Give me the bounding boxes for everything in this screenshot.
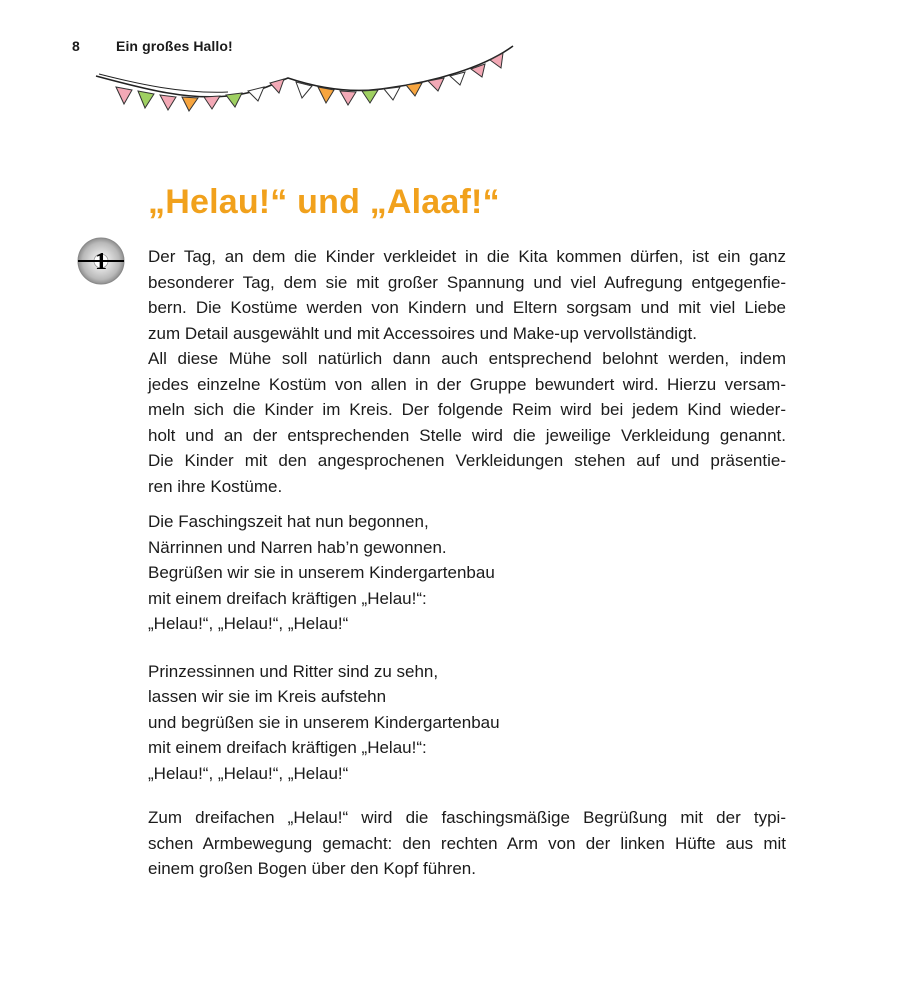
intro-line: bern. Die Kostüme werden von Kindern und Eltern sorgsam und mit viel Liebe xyxy=(148,298,786,317)
verse-two xyxy=(148,659,786,787)
verse-line: Närrinnen und Narren hab’n gewonnen. xyxy=(148,537,447,557)
intro-line: meln sich die Kinder im Kreis. Der folgende Reim wird bei jedem Kind wieder- xyxy=(148,400,786,419)
intro-line: zum Detail ausgewählt und mit Accessoires und Make-up vervollständigt. xyxy=(148,323,697,343)
verse-line: Die Faschingszeit hat nun begonnen, xyxy=(148,512,429,531)
article-body xyxy=(148,244,786,882)
page-title: „Helau!“ und „Alaaf!“ xyxy=(148,183,500,221)
closing-line: schen Armbewegung gemacht: den rechten Arm von der linken Hüfte aus mit xyxy=(148,833,786,853)
intro-line: besonderer Tag, dem sie mit großer Spannung und viel Aufregung entgegenfie- xyxy=(148,272,786,292)
verse-line: mit einem dreifach kräftigen „Helau!“: xyxy=(148,738,427,757)
verse-line: mit einem dreifach kräftigen „Helau!“: xyxy=(148,588,427,608)
page-number: 8 xyxy=(72,38,80,54)
section-title: Ein großes Hallo! xyxy=(116,38,233,54)
closing-line: Zum dreifachen „Helau!“ wird die faschingsmäßige Begrüßung mit der typi- xyxy=(148,808,786,827)
verse-one xyxy=(148,509,786,637)
bunting-garland-icon xyxy=(88,38,528,118)
intro-line: All diese Mühe soll natürlich dann auch entsprechend belohnt werden, indem xyxy=(148,349,786,368)
intro-line: holt und an der entsprechenden Stelle wird die jeweilige Verkleidung genannt. xyxy=(148,425,786,445)
verse-line: lassen wir sie im Kreis aufstehn xyxy=(148,687,387,706)
verse-line: Begrüßen wir sie in unserem Kindergartenbau xyxy=(148,563,495,582)
cd-icon xyxy=(76,236,126,286)
intro-line: ren ihre Kostüme. xyxy=(148,476,283,496)
closing-line: einem großen Bogen über den Kopf führen. xyxy=(148,859,476,878)
intro-line: jedes einzelne Kostüm von allen in der Gruppe bewundert wird. Hierzu versam- xyxy=(148,374,786,394)
track-number: 1 xyxy=(95,249,107,275)
intro-line: Die Kinder mit den angesprochenen Verkleidungen stehen auf und präsentie- xyxy=(148,451,786,470)
verse-line: „Helau!“, „Helau!“, „Helau!“ xyxy=(148,614,349,633)
verse-line: Prinzessinnen und Ritter sind zu sehn, xyxy=(148,661,439,681)
verse-line: „Helau!“, „Helau!“, „Helau!“ xyxy=(148,763,349,783)
closing-paragraph xyxy=(148,805,786,882)
intro-line: Der Tag, an dem die Kinder verkleidet in die Kita kommen dürfen, ist ein ganz xyxy=(148,247,786,266)
intro-paragraph xyxy=(148,244,786,499)
verse-line: und begrüßen sie in unserem Kindergartenbau xyxy=(148,712,500,732)
